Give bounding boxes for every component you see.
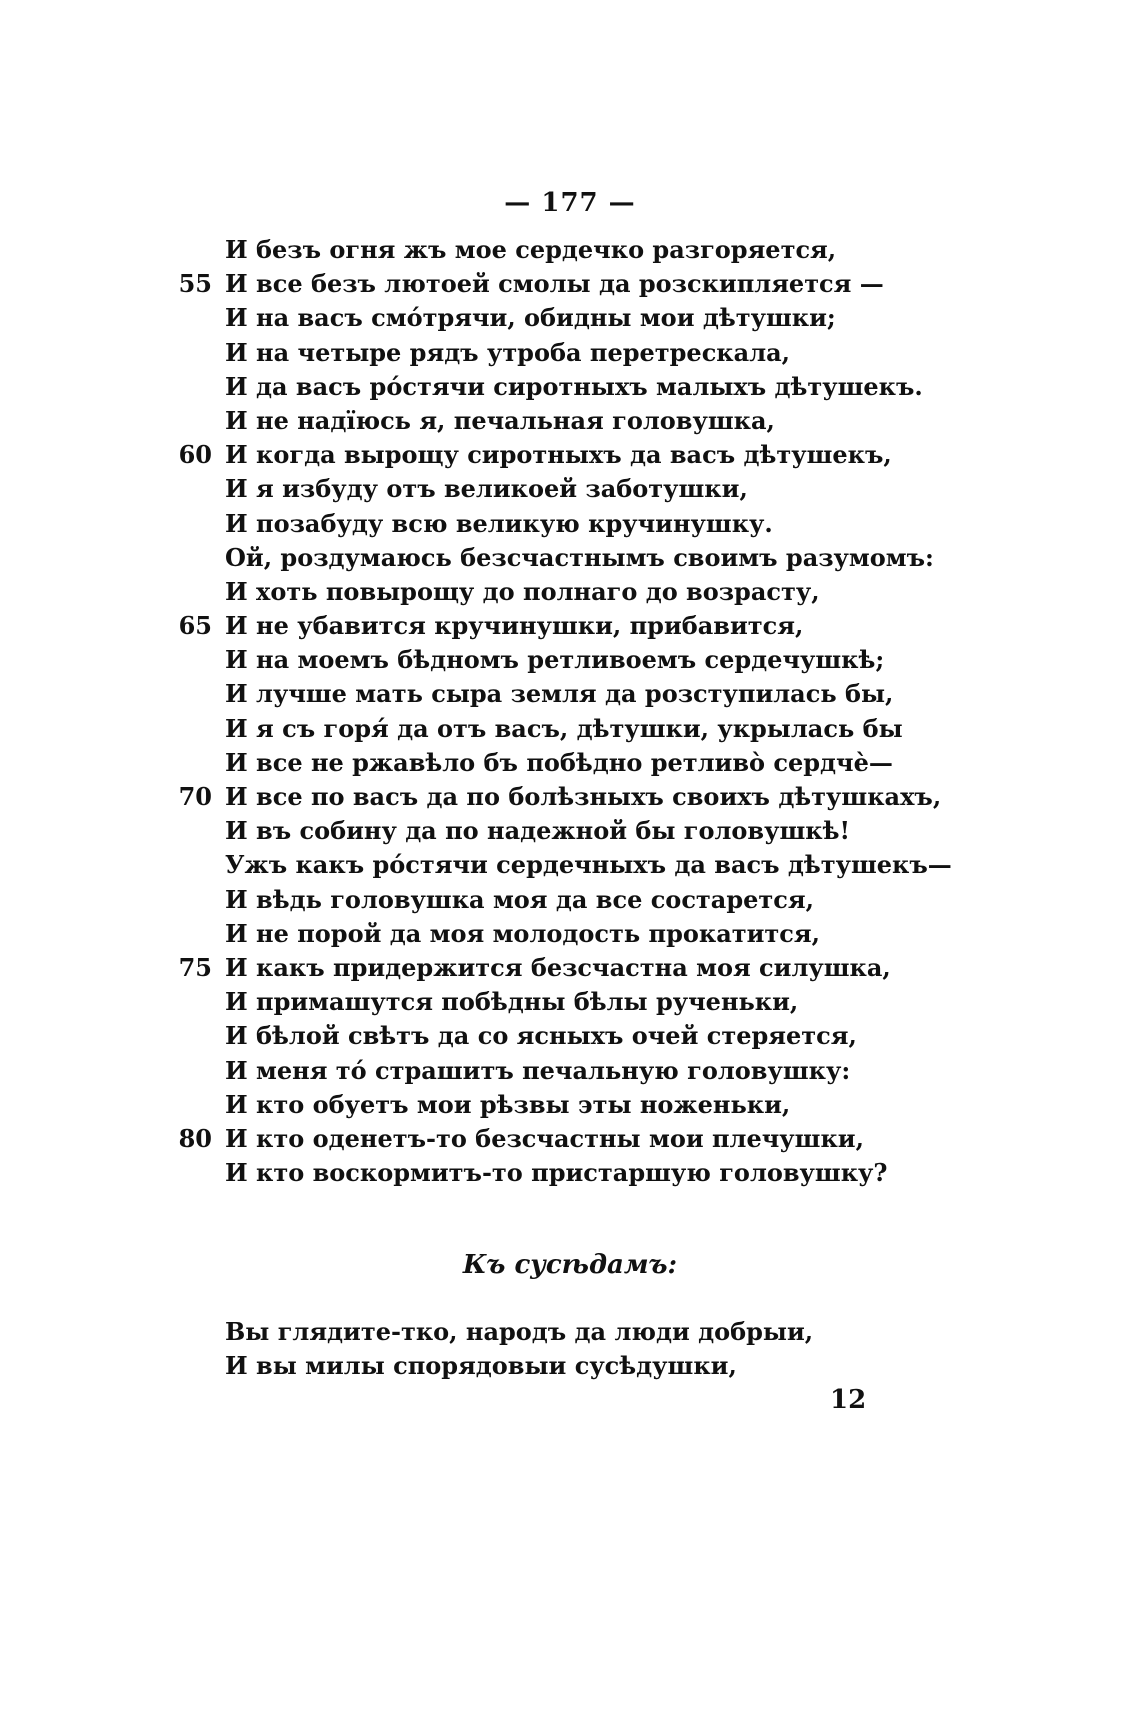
line-number: 70 [178,782,212,811]
line-number: 80 [178,1123,212,1153]
verse-text: И меня то́ страшитъ печальную головушку: [225,1055,851,1085]
verse-text: И не порой да моя молодость прокатится, [225,918,820,948]
verse-text: И я съ горя́ да отъ васъ, дѣтушки, укрылась бы [225,713,903,743]
verse-line [170,917,1070,951]
line-number: 75 [178,952,212,982]
verse-line [170,1054,1070,1088]
verse-text: И хоть повырощу до полнаго до возрасту, [225,576,820,606]
verse-text: И я избуду отъ великоей заботушки, [225,474,748,504]
verse-line [170,1122,1070,1156]
verse-text: И кто оденетъ-то безсчастны мои плечушки, [225,1123,864,1153]
verse-text: И все безъ лютоей смолы да розскипляется — [225,269,884,299]
verse-text: Ой, роздумаюсь безсчастнымъ своимъ разумомъ: [225,542,934,572]
verse-line [170,1315,1070,1349]
verse-text: И на моемъ бѣдномъ ретливоемъ сердечушкѣ; [225,645,885,675]
verse-text: И все не ржавѣло бъ побѣдно ретливо̀ сердчѐ— [225,747,893,777]
verse-text: Вы глядите-тко, народъ да люди добрыи, [225,1317,814,1346]
verse-text: И когда вырощу сиротныхъ да васъ дѣтушекъ, [225,440,892,470]
verse-line [170,404,1070,438]
verse-line [170,883,1070,917]
verse-line [170,985,1070,1019]
verse-line [170,541,1070,575]
verse-text: И безъ огня жъ мое сердечко разгоряется, [225,235,837,264]
verse-line [170,643,1070,677]
verse-line [170,609,1070,643]
verse-line [170,370,1070,404]
verse-text: И лучше мать сыра земля да розступилась бы, [225,679,894,709]
verse-line [170,507,1070,541]
verse-text: Ужъ какъ ро́стячи сердечныхъ да васъ дѣтушекъ— [225,850,952,880]
verse-line [170,1349,1070,1383]
verse-line [170,1156,1070,1190]
section-verse-block [170,1315,1070,1383]
verse-text: И все по васъ да по болѣзныхъ своихъ дѣтушкахъ, [225,782,942,811]
verse-text: И кто обуетъ мои рѣзвы эты ноженьки, [225,1089,791,1119]
verse-text: И не убавится кручинушки, прибавится, [225,611,804,641]
verse-line [170,472,1070,506]
verse-line [170,1019,1070,1053]
verse-line [170,267,1070,301]
verse-line [170,336,1070,370]
verse-line [170,712,1070,746]
verse-text: И вѣдь головушка моя да все состарется, [225,884,814,914]
signature-mark: 12 [830,1385,867,1415]
verse-line [170,780,1070,814]
verse-text: И вы милы спорядовыи сусѣдушки, [225,1351,737,1381]
section-heading: Къ сусѣдамъ: [462,1250,678,1280]
verse-text: И не надїюсь я, печальная головушка, [225,405,775,435]
verse-text: И на васъ смо́трячи, обидны мои дѣтушки; [225,303,836,333]
verse-line [170,575,1070,609]
verse-line [170,233,1070,267]
verse-line [170,1088,1070,1122]
verse-text: И кто воскормитъ-то пристаршую головушку? [225,1158,888,1188]
page-number: — 177 — [504,188,636,218]
verse-line [170,848,1070,882]
verse-line [170,438,1070,472]
verse-line [170,951,1070,985]
verse-text: И позабуду всю великую кручинушку. [225,508,773,538]
verse-line [170,301,1070,335]
line-number: 65 [178,611,212,641]
verse-line [170,677,1070,711]
line-number: 60 [178,440,212,470]
verse-line [170,814,1070,848]
verse-text: И какъ придержится безсчастна моя силушка, [225,952,891,982]
verse-text: И бѣлой свѣтъ да со ясныхъ очей стеряется, [225,1021,857,1051]
verse-text: И примашутся побѣдны бѣлы рученьки, [225,987,799,1017]
line-number: 55 [178,269,212,299]
verse-block [170,233,1070,1190]
verse-text: И да васъ ро́стячи сиротныхъ малыхъ дѣтушекъ. [225,371,923,401]
verse-text: И въ собину да по надежной бы головушкѣ! [225,816,851,846]
verse-text: И на четыре рядъ утроба перетрескала, [225,337,791,367]
verse-line [170,746,1070,780]
